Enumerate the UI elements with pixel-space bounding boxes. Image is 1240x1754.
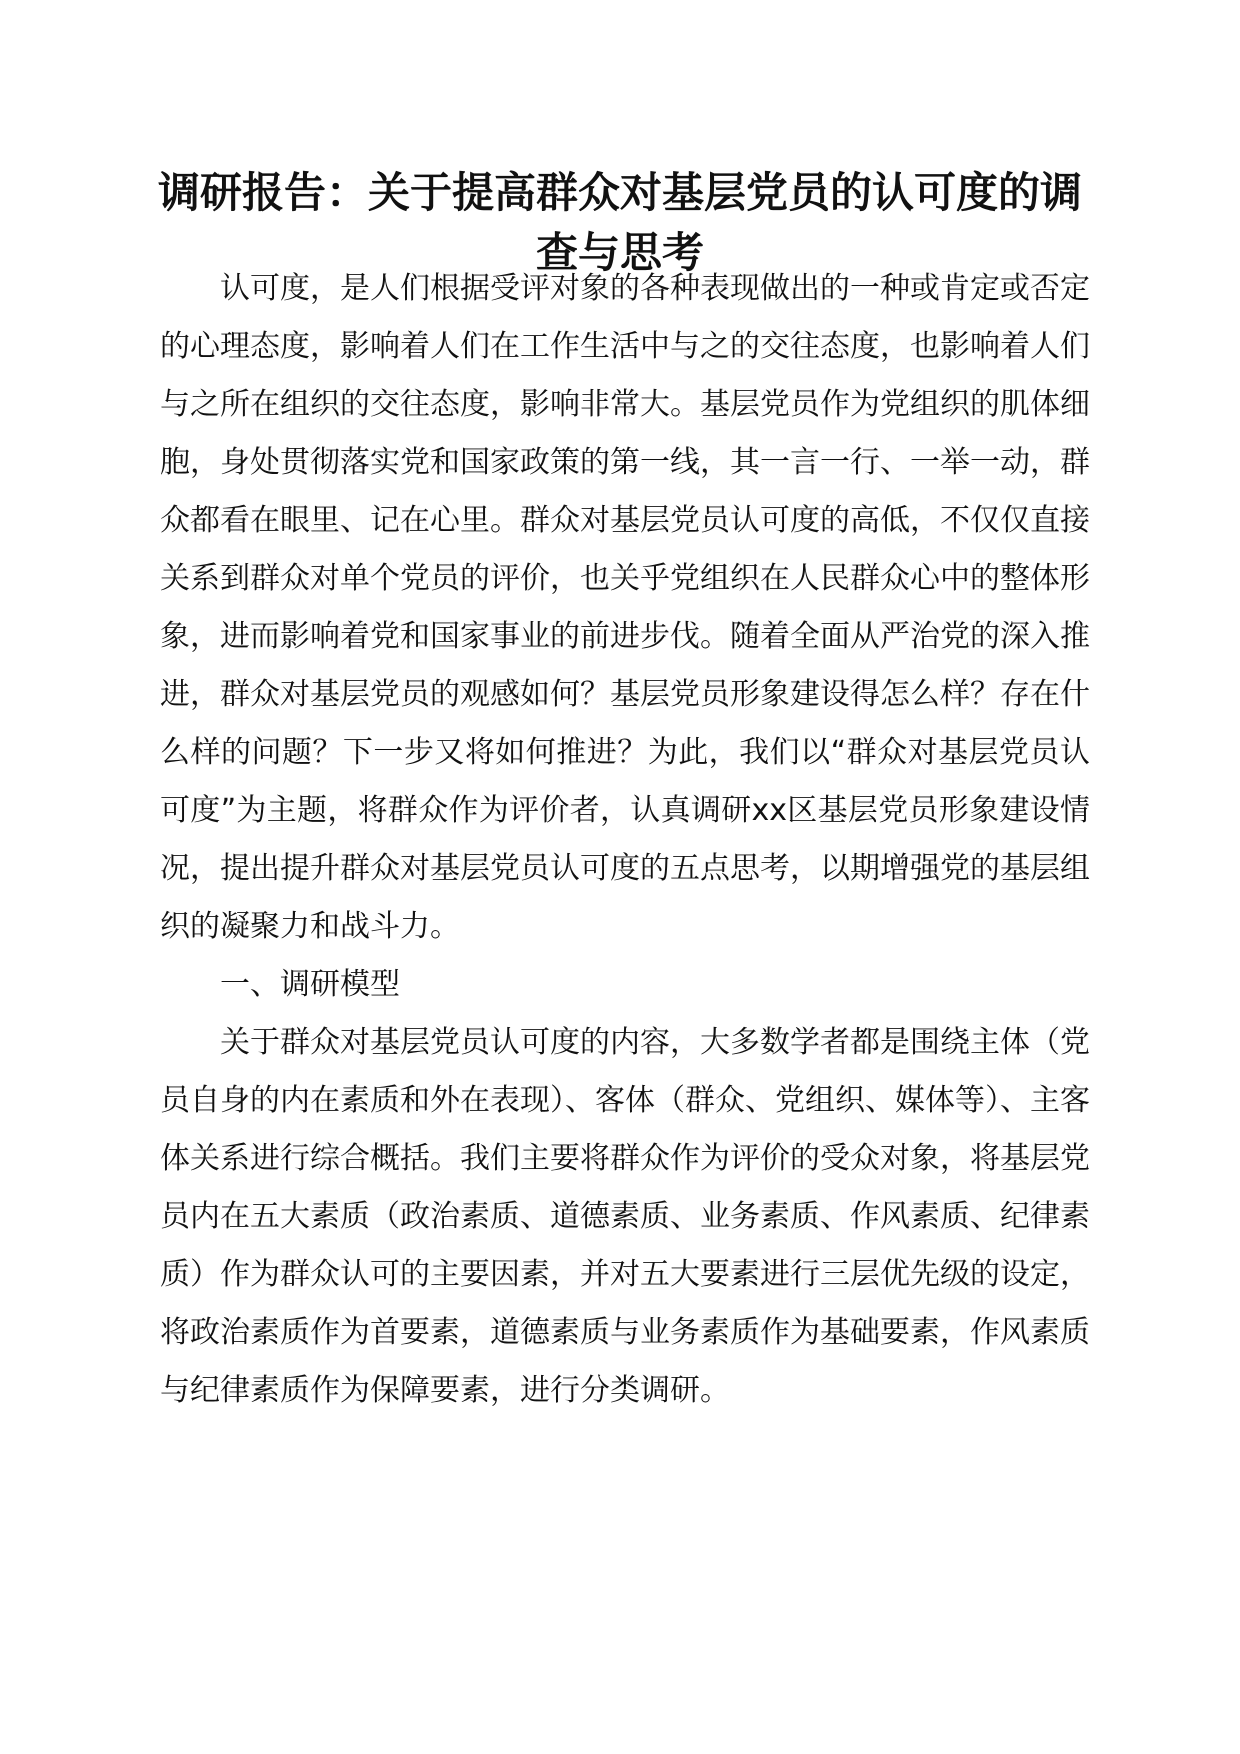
document-title: 调研报告：关于提高群众对基层党员的认可度的调查与思考	[157, 168, 1082, 277]
section-heading-research-model: 一、调研模型	[220, 967, 400, 1002]
paragraph-intro: 认可度，是人们根据受评对象的各种表现做出的一种或肯定或否定的心理态度，影响着人们在工作生活中与之的交往态度，也影响着人们与之所在组织的交往态度，影响非常大。基层党员作为党组织的肌体细胞，身处贯彻落实党和国家政策的第一线，其一言一行、一举一动，群众都看在眼里、记在心里。群众对基层党员认可度的高低，不仅仅直接关系到群众对单个党员的评价，也关乎党组织在人民群众心中的整体形象，进而影响着党和国家事业的前进步伐。随着全面从严治党的深入推进，群众对基层党员的观感如何？基层党员形象建设得怎么样？存在什么样的问题？下一步又将如何推进？为此，我们以“群众对基层党员认可度”为主题，将群众作为评价者，认真调研xx区基层党员形象建设情况，提出提升群众对基层党员认可度的五点思考，以期增强党的基层组织的凝聚力和战斗力。	[160, 271, 1090, 944]
paragraph-research-model: 关于群众对基层党员认可度的内容，大多数学者都是围绕主体（党员自身的内在素质和外在表现）、客体（群众、党组织、媒体等）、主客体关系进行综合概括。我们主要将群众作为评价的受众对象，将基层党员内在五大素质（政治素质、道德素质、业务素质、作风素质、纪律素质）作为群众认可的主要因素，并对五大要素进行三层优先级的设定，将政治素质作为首要素，道德素质与业务素质作为基础要素，作风素质与纪律素质作为保障要素，进行分类调研。	[160, 1025, 1090, 1408]
document-body	[160, 260, 1090, 1420]
